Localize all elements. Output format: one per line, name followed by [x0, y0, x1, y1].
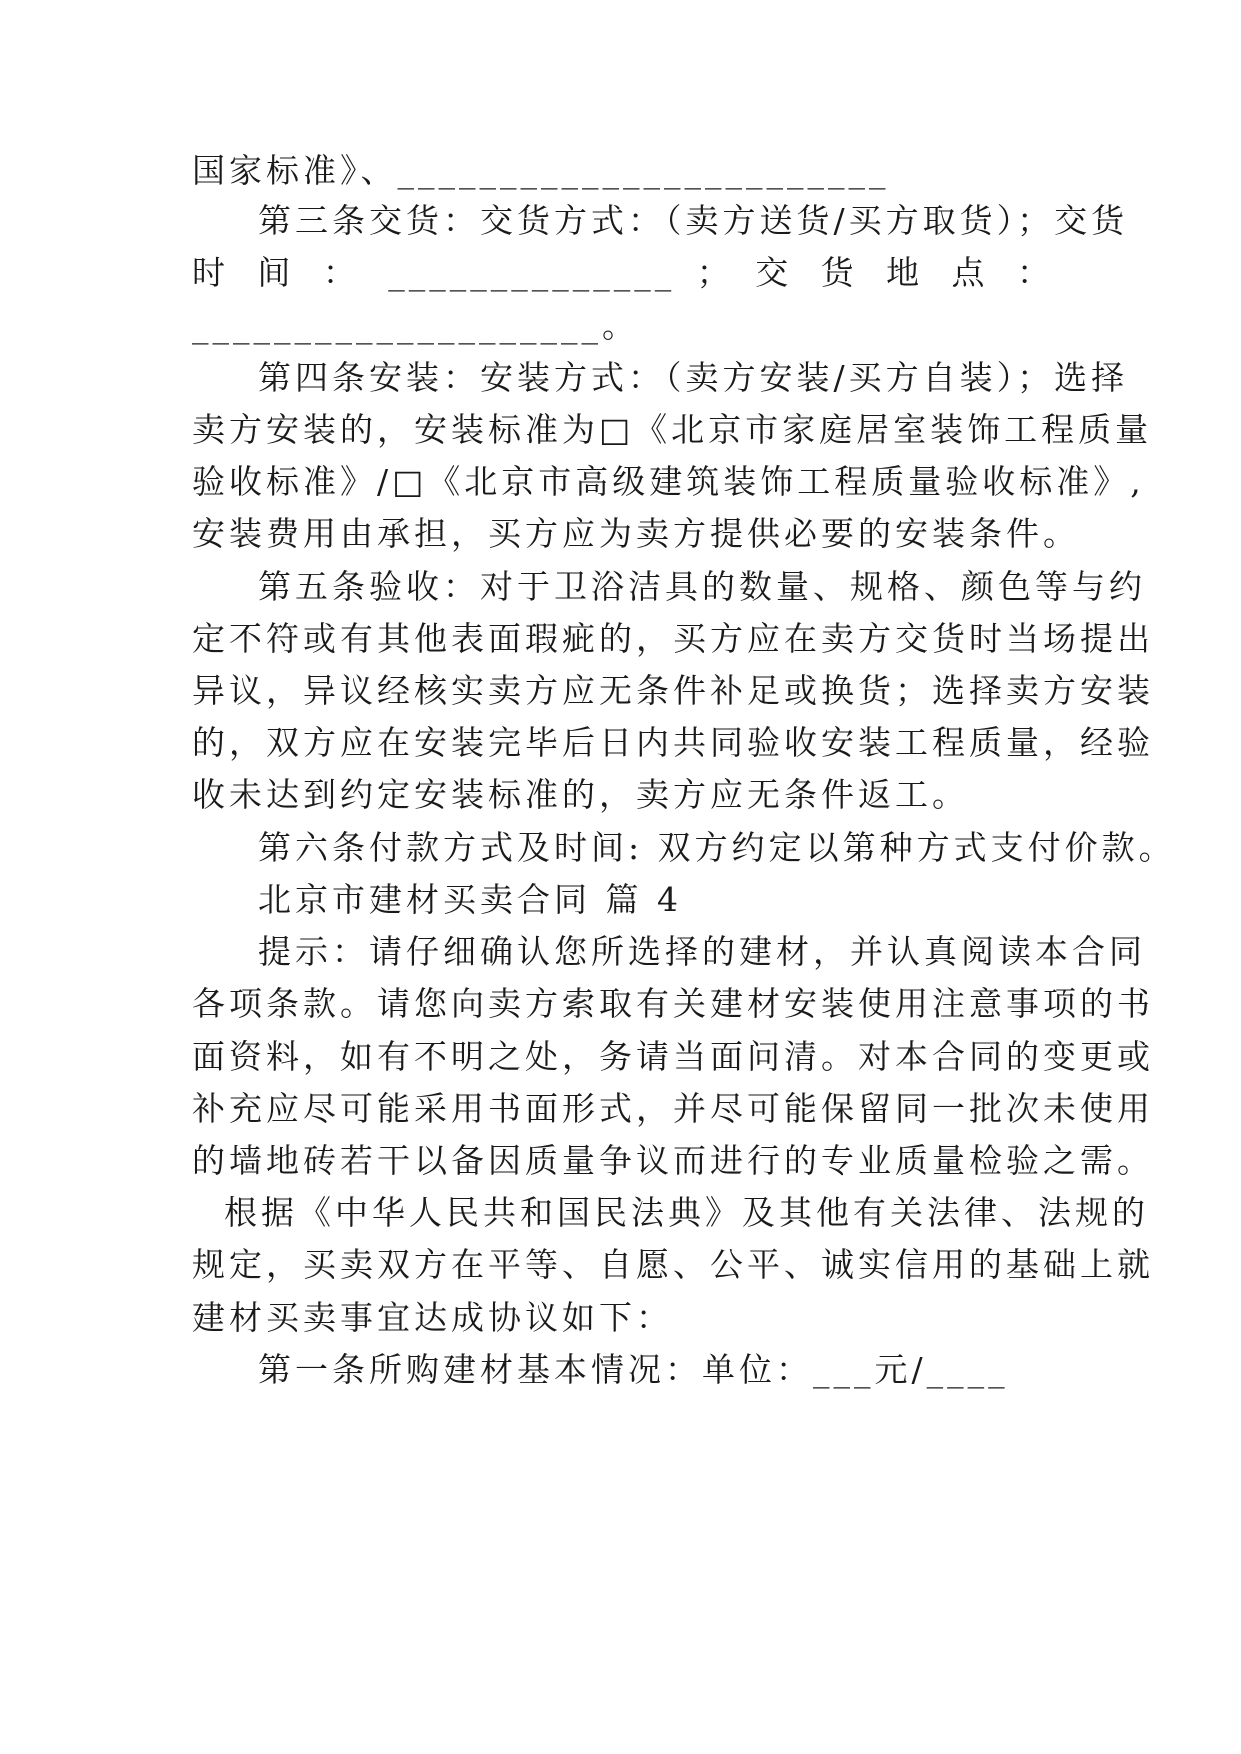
text-line: 面资料，如有不明之处，务请当面问清。对本合同的变更或 [192, 1037, 1154, 1076]
section-title: 北京市建材买卖合同 篇 4 [258, 880, 682, 919]
text-line: 规定，买卖双方在平等、自愿、公平、诚实信用的基础上就 [192, 1245, 1154, 1284]
text-line: 卖方安装的，安装标准为□《北京市家庭居室装饰工程质量 [192, 410, 1153, 449]
text-line: 补充应尽可能采用书面形式，并尽可能保留同一批次未使用 [192, 1089, 1154, 1128]
text-line: 的，双方应在安装完毕后日内共同验收安装工程质量，经验 [192, 723, 1154, 762]
text-line: 国家标准》、________________________ [192, 151, 890, 190]
text-line: 提示：请仔细确认您所选择的建材，并认真阅读本合同 [258, 932, 1146, 971]
text-line: 收未达到约定安装标准的，卖方应无条件返工。 [192, 775, 969, 814]
text-line: 根据《中华人民共和国民法典》及其他有关法律、法规的 [224, 1193, 1149, 1232]
text-line: 第一条所购建材基本情况：单位：___元/____ [258, 1350, 1009, 1389]
text-line: 定不符或有其他表面瑕疵的，买方应在卖方交货时当场提出 [192, 619, 1154, 658]
text-line: 第六条付款方式及时间: 双方约定以第种方式支付价款。 [258, 828, 1176, 867]
text-line: 时 间 ： ______________ ； 交 货 地 点 ： [192, 253, 1054, 292]
text-line: ____________________。 [192, 306, 639, 345]
text-line: 第三条交货：交货方式：（卖方送货/买方取货）；交货 [258, 201, 1129, 240]
text-line: 第四条安装：安装方式：（卖方安装/买方自装）；选择 [258, 358, 1129, 397]
text-line: 第五条验收：对于卫浴洁具的数量、规格、颜色等与约 [258, 567, 1146, 606]
text-line: 各项条款。请您向卖方索取有关建材安装使用注意事项的书 [192, 984, 1154, 1023]
text-line: 安装费用由承担，买方应为卖方提供必要的安装条件。 [192, 514, 1080, 553]
text-line: 验收标准》/□《北京市高级建筑装饰工程质量验收标准》, [192, 462, 1145, 501]
text-line: 异议，异议经核实卖方应无条件补足或换货；选择卖方安装 [192, 671, 1154, 710]
text-line: 建材买卖事宜达成协议如下： [192, 1298, 673, 1337]
text-line: 的墙地砖若干以备因质量争议而进行的专业质量检验之需。 [192, 1141, 1154, 1180]
